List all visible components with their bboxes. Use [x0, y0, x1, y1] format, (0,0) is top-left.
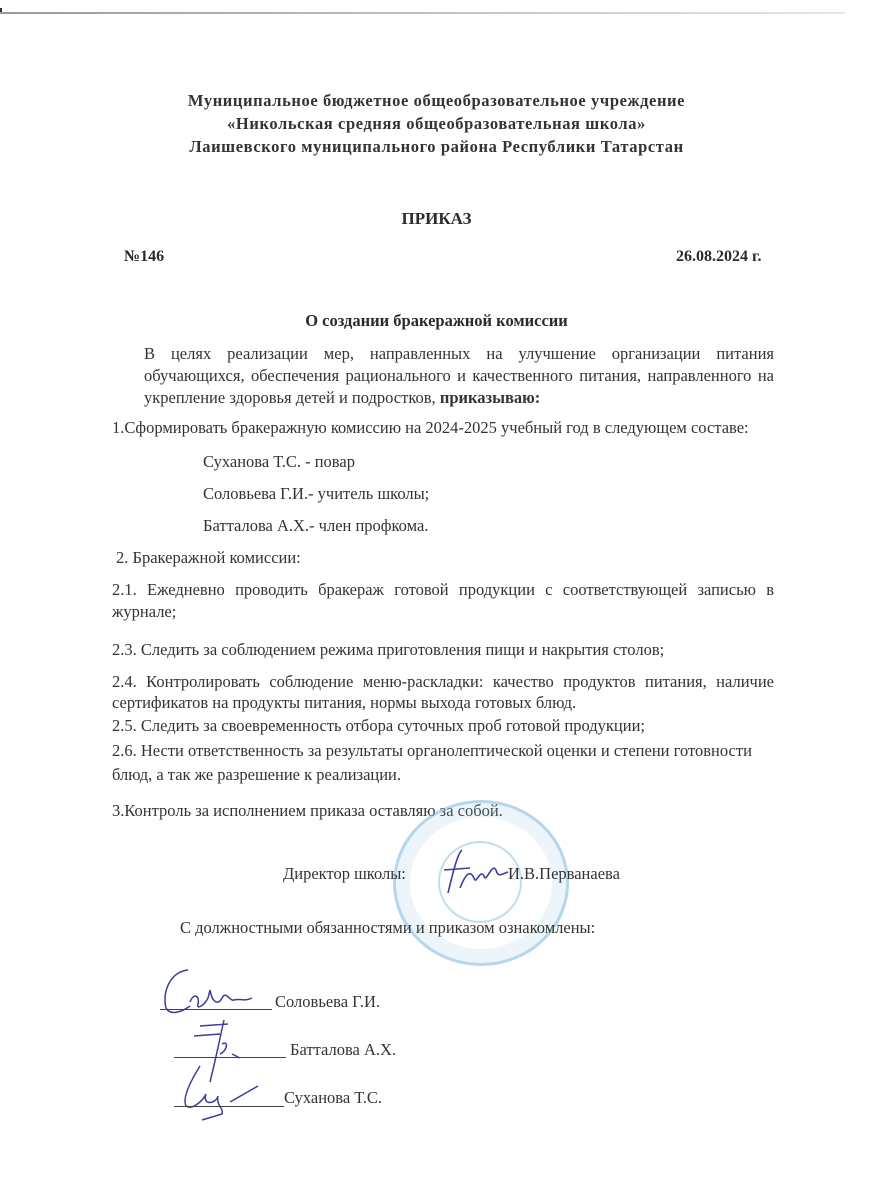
- order-subject: О создании бракеражной комиссии: [305, 311, 568, 330]
- document-type: ПРИКАЗ: [401, 209, 472, 228]
- signature-line-1: [160, 1009, 272, 1010]
- item-2-4-line-1: 2.4. Контролировать соблюдение меню-раскладки: качество продуктов питания, наличие: [112, 672, 774, 691]
- director-signature-icon: [440, 848, 510, 898]
- member-1: Суханова Т.С. - повар: [203, 452, 355, 471]
- order-number: №146: [124, 248, 165, 265]
- item-2-4-line-2: сертификатов на продукты питания, нормы выхода готовых блюд.: [112, 693, 577, 712]
- signature-line-2: [174, 1057, 286, 1058]
- item-2-6-line-1: 2.6. Нести ответственность за результаты органолептической оценки и степени готовности: [112, 741, 752, 760]
- header-line-2: «Никольская средняя общеобразовательная школа»: [227, 114, 646, 133]
- scan-top-border: [0, 12, 845, 14]
- item-2-1-line-2: журнале;: [112, 602, 177, 621]
- signer-1: Соловьева Г.И.: [275, 992, 381, 1011]
- order-date: 26.08.2024 г.: [676, 248, 762, 265]
- director-role: Директор школы:: [283, 864, 406, 883]
- item-2-6-line-2: блюд, а так же разрешение к реализации.: [112, 765, 402, 784]
- item-2: 2. Бракеражной комиссии:: [116, 548, 301, 567]
- acknowledgement-heading: С должностными обязанностями и приказом ознакомлены:: [180, 918, 596, 937]
- director-name: И.В.Перванаева: [508, 864, 620, 883]
- preamble-directive: приказываю:: [439, 388, 541, 407]
- signature-sukhanova-icon: [172, 1062, 272, 1122]
- item-1: 1.Сформировать бракеражную комиссию на 2024-2025 учебный год в следующем составе:: [112, 418, 749, 437]
- preamble: [144, 343, 774, 409]
- preamble-text: В целях реализации мер, направленных на улучшение организации питания обучающихся, обеспечения рационального и качественного питания, направленного на укрепление здоровья детей и подростков,: [144, 344, 774, 407]
- item-2-5: 2.5. Следить за своевременность отбора суточных проб готовой продукции;: [112, 716, 645, 735]
- institution-header: [0, 89, 873, 158]
- header-line-3: Лаишевского муниципального района Республики Татарстан: [189, 137, 684, 156]
- header-line-1: Муниципальное бюджетное общеобразовательное учреждение: [187, 91, 686, 110]
- signer-3: Суханова Т.С.: [284, 1088, 382, 1107]
- item-2-1-line-1: 2.1. Ежедневно проводить бракераж готовой продукции с соответствующей записью в: [112, 580, 774, 599]
- member-3: Батталова А.Х.- член профкома.: [203, 516, 429, 535]
- signature-soloveva-icon: [160, 962, 270, 1022]
- member-2: Соловьева Г.И.- учитель школы;: [203, 484, 430, 503]
- signature-line-3: [174, 1106, 284, 1107]
- item-3: 3.Контроль за исполнением приказа оставляю за собой.: [112, 801, 503, 820]
- item-2-3: 2.3. Следить за соблюдением режима приготовления пищи и накрытия столов;: [112, 640, 665, 659]
- signer-2: Батталова А.Х.: [290, 1040, 397, 1059]
